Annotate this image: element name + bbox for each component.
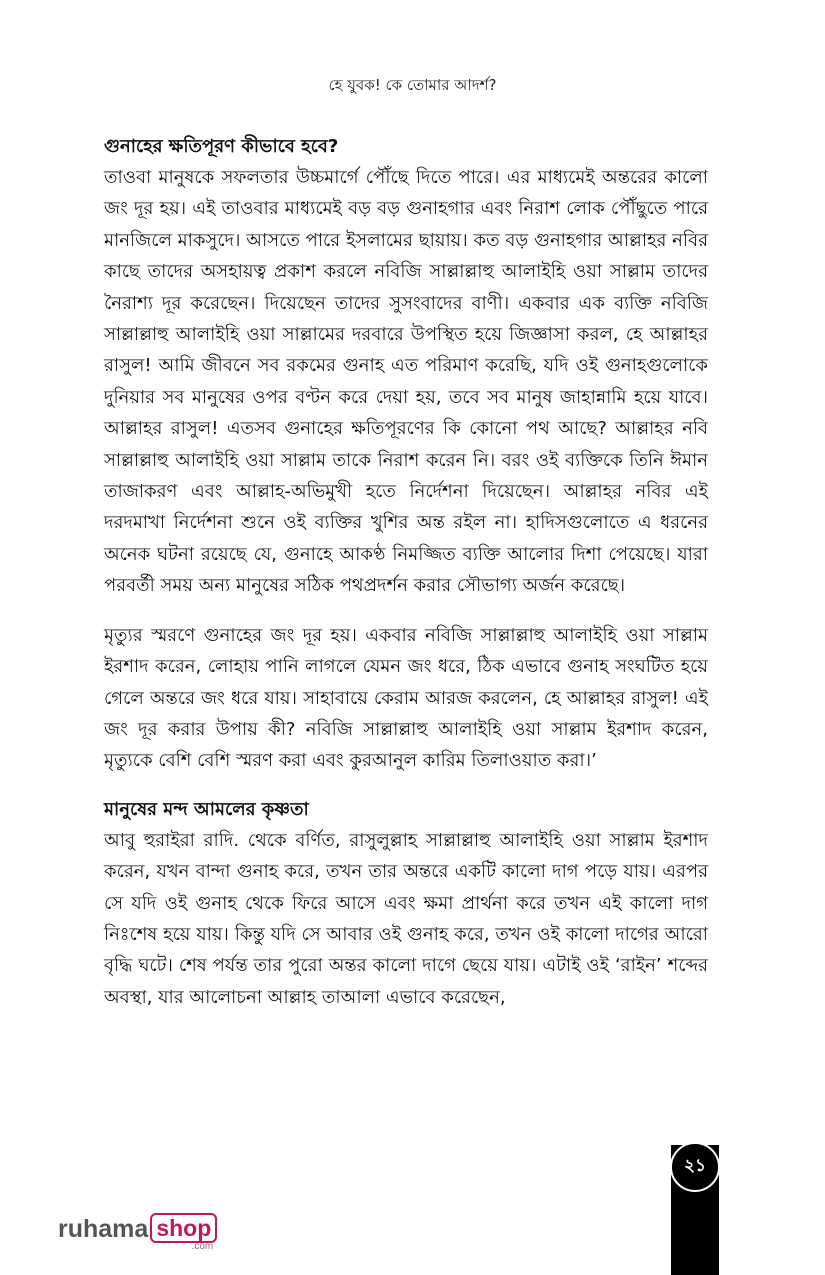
logo-shop-badge [150,1213,217,1252]
running-header: হে যুবক! কে তোমার আদর্শ? [328,76,497,94]
page-body [104,132,708,1013]
body-paragraph: তাওবা মানুষকে সফলতার উচ্চমার্গে পৌঁছে দিতে পারে। এর মাধ্যমেই অন্তরের কালো জং দূর হয়। এই তাওবার মাধ্যমেই বড় বড় গুনাহগার এবং নিরাশ লোক পৌঁছুতে পারে মানজিলে মাকসুদে। আসতে পারে ইসলামের ছায়ায়। কত বড় গুনাহগার আল্লাহর নবির কাছে তাদের অসহায়ত্ব প্রকাশ করলে নবিজি সাল্লাল্লাহু আলাইহি ওয়া সাল্লাম তাদের নৈরাশ্য দূর করেছেন। দিয়েছেন তাদের সুসংবাদের বাণী। একবার এক ব্যক্তি নবিজি সাল্লাল্লাহু আলাইহি ওয়া সাল্লামের দরবারে উপস্থিত হয়ে জিজ্ঞাসা করল, হে আল্লাহর রাসুল! আমি জীবনে সব রকমের গুনাহ এত পরিমাণ করেছি, যদি ওই গুনাহগুলোকে দুনিয়ার সব মানুষের ওপর বণ্টন করে দেয়া হয়, তবে সব মানুষ জাহান্নামি হয়ে যাবে। আল্লাহর রাসুল! এতসব গুনাহের ক্ষতিপূরণের কি কোনো পথ আছে? আল্লাহর নবি সাল্লাল্লাহু আলাইহি ওয়া সাল্লাম তাকে নিরাশ করেন নি। বরং ওই ব্যক্তিকে তিনি ঈমান তাজাকরণ এবং আল্লাহ-অভিমুখী হতে নির্দেশনা দিয়েছেন। আল্লাহর নবির এই দরদমাখা নির্দেশনা শুনে ওই ব্যক্তির খুশির অন্ত রইল না। হাদিসগুলোতে এ ধরনের অনেক ঘটনা রয়েছে যে, গুনাহে আকণ্ঠ নিমজ্জিত ব্যক্তি আলোর দিশা পেয়েছে। যারা পরবর্তী সময় অন্য মানুষের সঠিক পথপ্রদর্শন করার সৌভাগ্য অর্জন করেছে। [104,167,708,597]
ruhamashop-logo [58,1213,217,1253]
section-gap [104,777,708,795]
body-paragraph: মৃত্যুর স্মরণে গুনাহের জং দূর হয়। একবার নবিজি সাল্লাল্লাহু আলাইহি ওয়া সাল্লাম ইরশাদ করেন, লোহায় পানি লাগলে যেমন জং ধরে, ঠিক এভাবে গুনাহ সংঘটিত হয়ে গেলে অন্তরে জং ধরে যায়। সাহাবায়ে কেরাম আরজ করলেন, হে আল্লাহর রাসুল! এই জং দূর করার উপায় কী? নবিজি সাল্লাল্লাহু আলাইহি ওয়া সাল্লাম ইরশাদ করেন, মৃত্যুকে বেশি বেশি স্মরণ করা এবং কুরআনুল কারিম তিলাওয়াত করা।’ [104,624,708,772]
section-heading: গুনাহের ক্ষতিপূরণ কীভাবে হবে? [104,136,339,157]
body-paragraph: আবু হুরাইরা রাদি. থেকে বর্ণিত, রাসুলুল্লাহ সাল্লাল্লাহু আলাইহি ওয়া সাল্লাম ইরশাদ করেন, যখন বান্দা গুনাহ করে, তখন তার অন্তরে একটি কালো দাগ পড়ে যায়। এরপর সে যদি ওই গুনাহ থেকে ফিরে আসে এবং ক্ষমা প্রার্থনা করে তখন এই কালো দাগ নিঃশেষ হয়ে যায়। কিন্তু যদি সে আবার ওই গুনাহ করে, তখন ওই কালো দাগের আরো বৃদ্ধি ঘটে। শেষ পর্যন্ত তার পুরো অন্তর কালো দাগে ছেয়ে যায়। এটাই ওই ‘রাইন’ শব্দের অবস্থা, যার আলোচনা আল্লাহ তাআলা এভাবে করেছেন, [104,829,708,1008]
logo-wordmark: ruhama [58,1215,149,1243]
page-number: ২১ [670,1142,720,1192]
section-heading: মানুষের মন্দ আমলের কৃষ্ণতা [104,798,309,820]
logo-shop-text: shop [150,1213,217,1243]
logo-domain: .com [191,1241,214,1252]
paragraph-gap [104,602,708,620]
